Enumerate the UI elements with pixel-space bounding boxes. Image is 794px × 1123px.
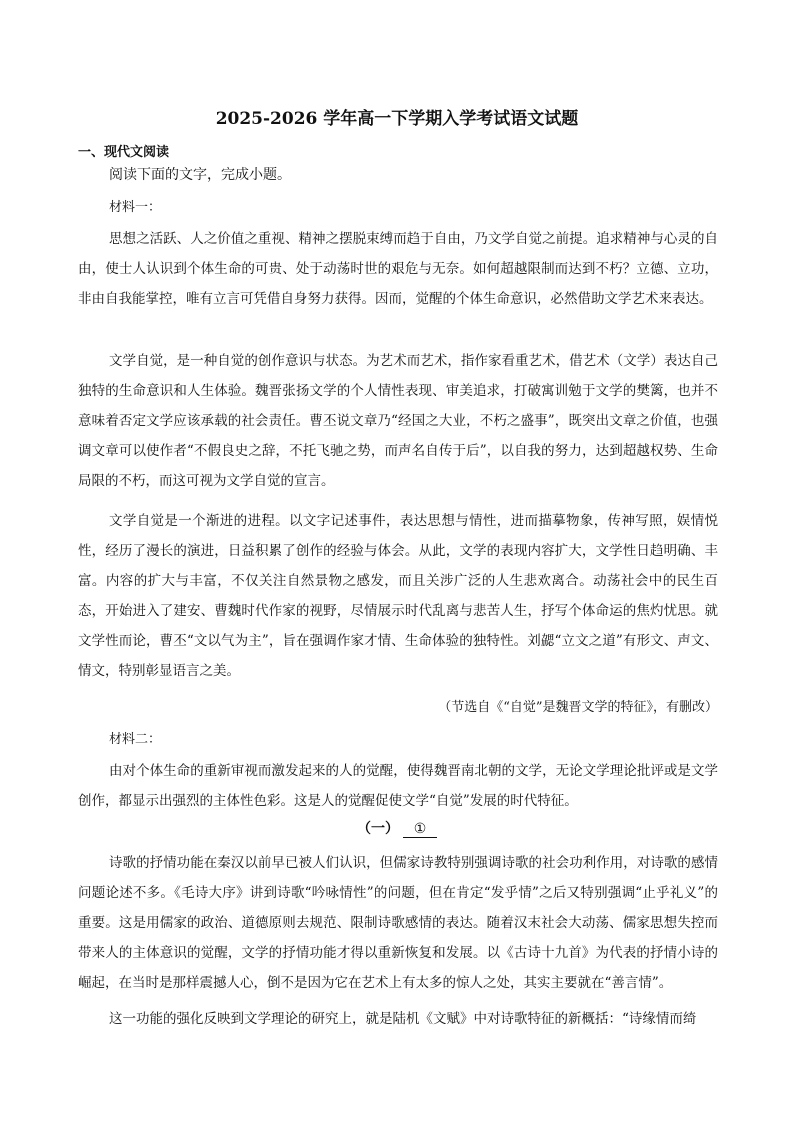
subheading-number: （一） [357,821,399,837]
material-one-paragraph-1: 思想之活跃、人之价值之重视、精神之摆脱束缚而趋于自由，乃文学自觉之前提。追求精神与心灵的自由，使士人认识到个体生命的可贵、处于动荡时世的艰危与无奈。如何超越限制而达到不朽？立德、立功，非由自我能掌控，唯有立言可凭借自身努力获得。因而，觉醒的个体生命意识，必然借助文学艺术来表达。 [78,231,718,307]
material-one-paragraph-2: 文学自觉，是一种自觉的创作意识与状态。为艺术而艺术，指作家看重艺术，借艺术（文学）表达自己独特的生命意识和人生体验。魏晋张扬文学的个人情性表现、审美追求，打破寓训勉于文学的樊篱，也并不意味着否定文学应该承载的社会责任。曹丕说文章乃“经国之大业，不朽之盛事”，既突出文章之价值，也强调文章可以使作者“不假良史之辞，不托飞驰之势，而声名自传于后”，以自我的努力，达到超越权势、生命局限的不朽，而这可视为文学自觉的宣言。 [78,353,718,489]
material-one-paragraph-3: 文学自觉是一个渐进的进程。以文字记述事件，表达思想与情性，进而描摹物象，传神写照，娱情悦性，经历了漫长的演进，日益积累了创作的经验与体会。从此，文学的表现内容扩大，文学性日趋明确、丰富。内容的扩大与丰富，不仅关注自然景物之感发，而且关涉广泛的人生悲欢离合。动荡社会中的民生百态，开始进入了建安、曹魏时代作家的视野，尽情展示时代乱离与悲苦人生，抒写个体命运的焦灼忧思。就文学性而论，曹丕“文以气为主”，旨在强调作家才情、生命体验的独特性。刘勰“立文之道”有形文、声文、情文，特别彰显语言之美。 [78,513,718,679]
material-two-paragraph-3: 这一功能的强化反映到文学理论的研究上，就是陆机《文赋》中对诗歌特征的新概括：“诗缘情而绮 [109,1011,697,1027]
subheading [0,818,794,838]
material-two-paragraph-2: 诗歌的抒情功能在秦汉以前早已被人们认识，但儒家诗教特别强调诗歌的社会功利作用，对诗歌的感情问题论述不多。《毛诗大序》讲到诗歌“吟咏情性”的问题，但在肯定“发乎情”之后又特别强调“止乎礼义”的重要。这是用儒家的政治、道德原则去规范、限制诗歌感情的表达。随着汉末社会大动荡、儒家思想失控而带来人的主体意识的觉醒，文学的抒情功能才得以重新恢复和发展。以《古诗十九首》为代表的抒情小诗的崛起，在当时是那样震撼人心，倒不是因为它在艺术上有太多的惊人之处，其实主要就在“善言情”。 [78,855,718,991]
page-title: 2025-2026 学年高一下学期入学考试语文试题 [215,109,579,129]
source-citation: （节选自《“自觉”是魏晋文学的特征》，有删改） [438,700,718,715]
fill-in-blank: ① [403,821,437,838]
material-one-label: 材料一： [109,200,162,215]
instructions: 阅读下面的文字，完成小题。 [109,167,291,183]
material-two-paragraph-1: 由对个体生命的重新审视而激发起来的人的觉醒，使得魏晋南北朝的文学，无论文学理论批评或是文学创作，都显示出强烈的主体性色彩。这是人的觉醒促使文学“自觉”发展的时代特征。 [78,763,718,809]
section-heading: 一、现代文阅读 [78,145,170,160]
material-two-label: 材料二： [109,732,162,747]
